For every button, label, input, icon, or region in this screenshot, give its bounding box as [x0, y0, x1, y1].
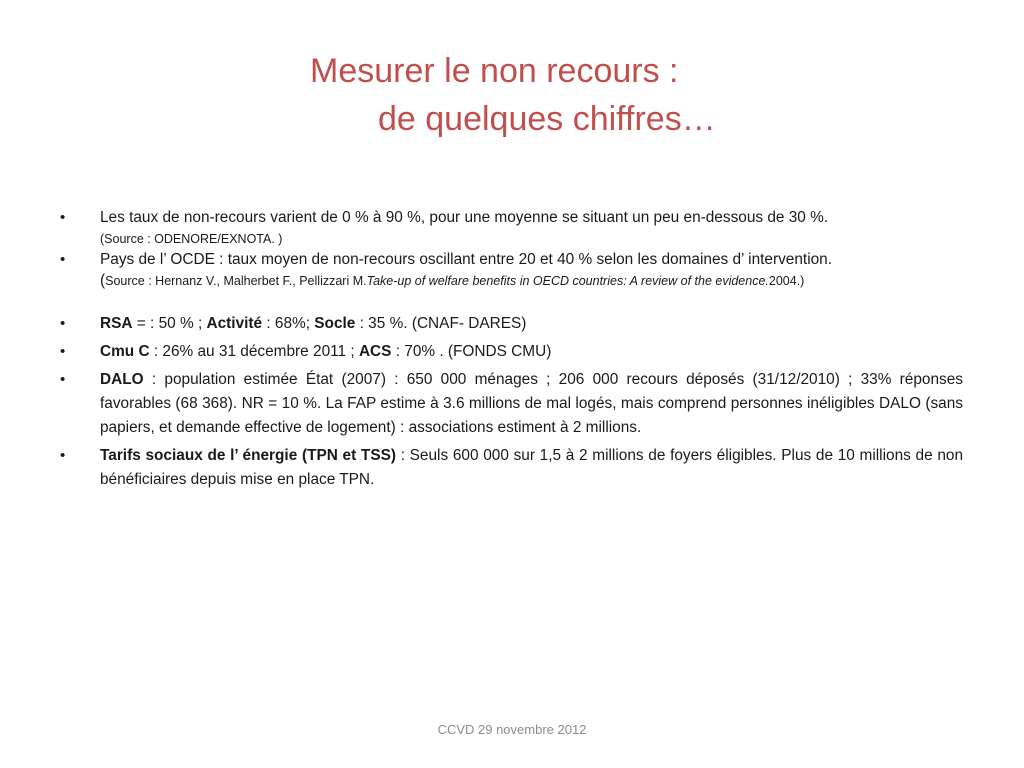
bullet-icon: •: [60, 209, 66, 226]
value-acs: : 70% . (FONDS CMU): [391, 343, 552, 360]
bullet-text: [100, 444, 963, 492]
title-line-2: de quelques chiffres…: [378, 100, 716, 138]
label-rsa: RSA: [100, 315, 133, 332]
source-year: 2004.): [768, 274, 805, 288]
source-title: Take-up of welfare benefits in OECD countries: A review of the evidence.: [366, 274, 769, 288]
bullet-text: [100, 312, 963, 336]
label-activite: Activité: [206, 315, 263, 332]
bullet-text: Pays de l’ OCDE : taux moyen de non-recours oscillant entre 20 et 40 % selon les domaines d’ intervention.: [100, 251, 833, 268]
bullet-item-ocde: [60, 248, 963, 290]
source-note: [100, 272, 963, 290]
slide-footer: CCVD 29 novembre 2012: [437, 722, 587, 737]
bullet-icon: •: [60, 343, 66, 360]
bullet-item-tarifs: [60, 444, 963, 492]
source-note: (Source : ODENORE/EXNOTA. ): [100, 232, 283, 246]
value-socle: : 35 %. (CNAF- DARES): [355, 315, 527, 332]
bullet-icon: •: [60, 371, 66, 388]
value-rsa: = : 50 % ;: [132, 315, 207, 332]
bullet-text: Les taux de non-recours varient de 0 % à 90 %, pour une moyenne se situant un peu en-dessous de 30 %.: [100, 209, 829, 226]
bullet-icon: •: [60, 251, 66, 268]
bullet-icon: •: [60, 315, 66, 332]
value-cmuc: : 26% au 31 décembre 2011 ;: [149, 343, 359, 360]
bullet-text: [100, 368, 963, 440]
label-dalo: DALO: [100, 371, 144, 388]
bullet-item-cmuc: [60, 340, 963, 364]
value-activite: : 68%;: [262, 315, 315, 332]
source-paren: (: [100, 272, 106, 289]
label-acs: ACS: [358, 343, 392, 360]
bullet-text: [100, 340, 963, 364]
value-dalo: : population estimée État (2007) : 650 000 ménages ; 206 000 recours déposés (31/12/2010) ; 33% réponses favorables (68 368). NR = 10 %. La FAP estime à 3.6 millions de mal logés, mais comprend personnes inéligibles DALO (sans papiers, et demande effective de logement) : associations estiment à 2 millions.: [100, 371, 963, 436]
bullet-item-rsa: [60, 312, 963, 336]
source-authors: Source : Hernanz V., Malherbet F., Pellizzari M.: [105, 274, 367, 288]
bullet-item-dalo: [60, 368, 963, 440]
label-cmuc: Cmu C: [100, 343, 150, 360]
bullet-icon: •: [60, 447, 66, 464]
label-socle: Socle: [314, 315, 356, 332]
value-tarifs: : Seuls 600 000 sur 1,5 à 2 millions de foyers éligibles. Plus de 10 millions de non bénéficiaires depuis mise en place TPN.: [100, 447, 964, 488]
title-line-1: Mesurer le non recours :: [310, 52, 679, 90]
bullet-item-taux: [60, 206, 963, 248]
label-tarifs: Tarifs sociaux de l’ énergie (TPN et TSS): [100, 447, 396, 464]
bullet-list: [60, 206, 963, 492]
